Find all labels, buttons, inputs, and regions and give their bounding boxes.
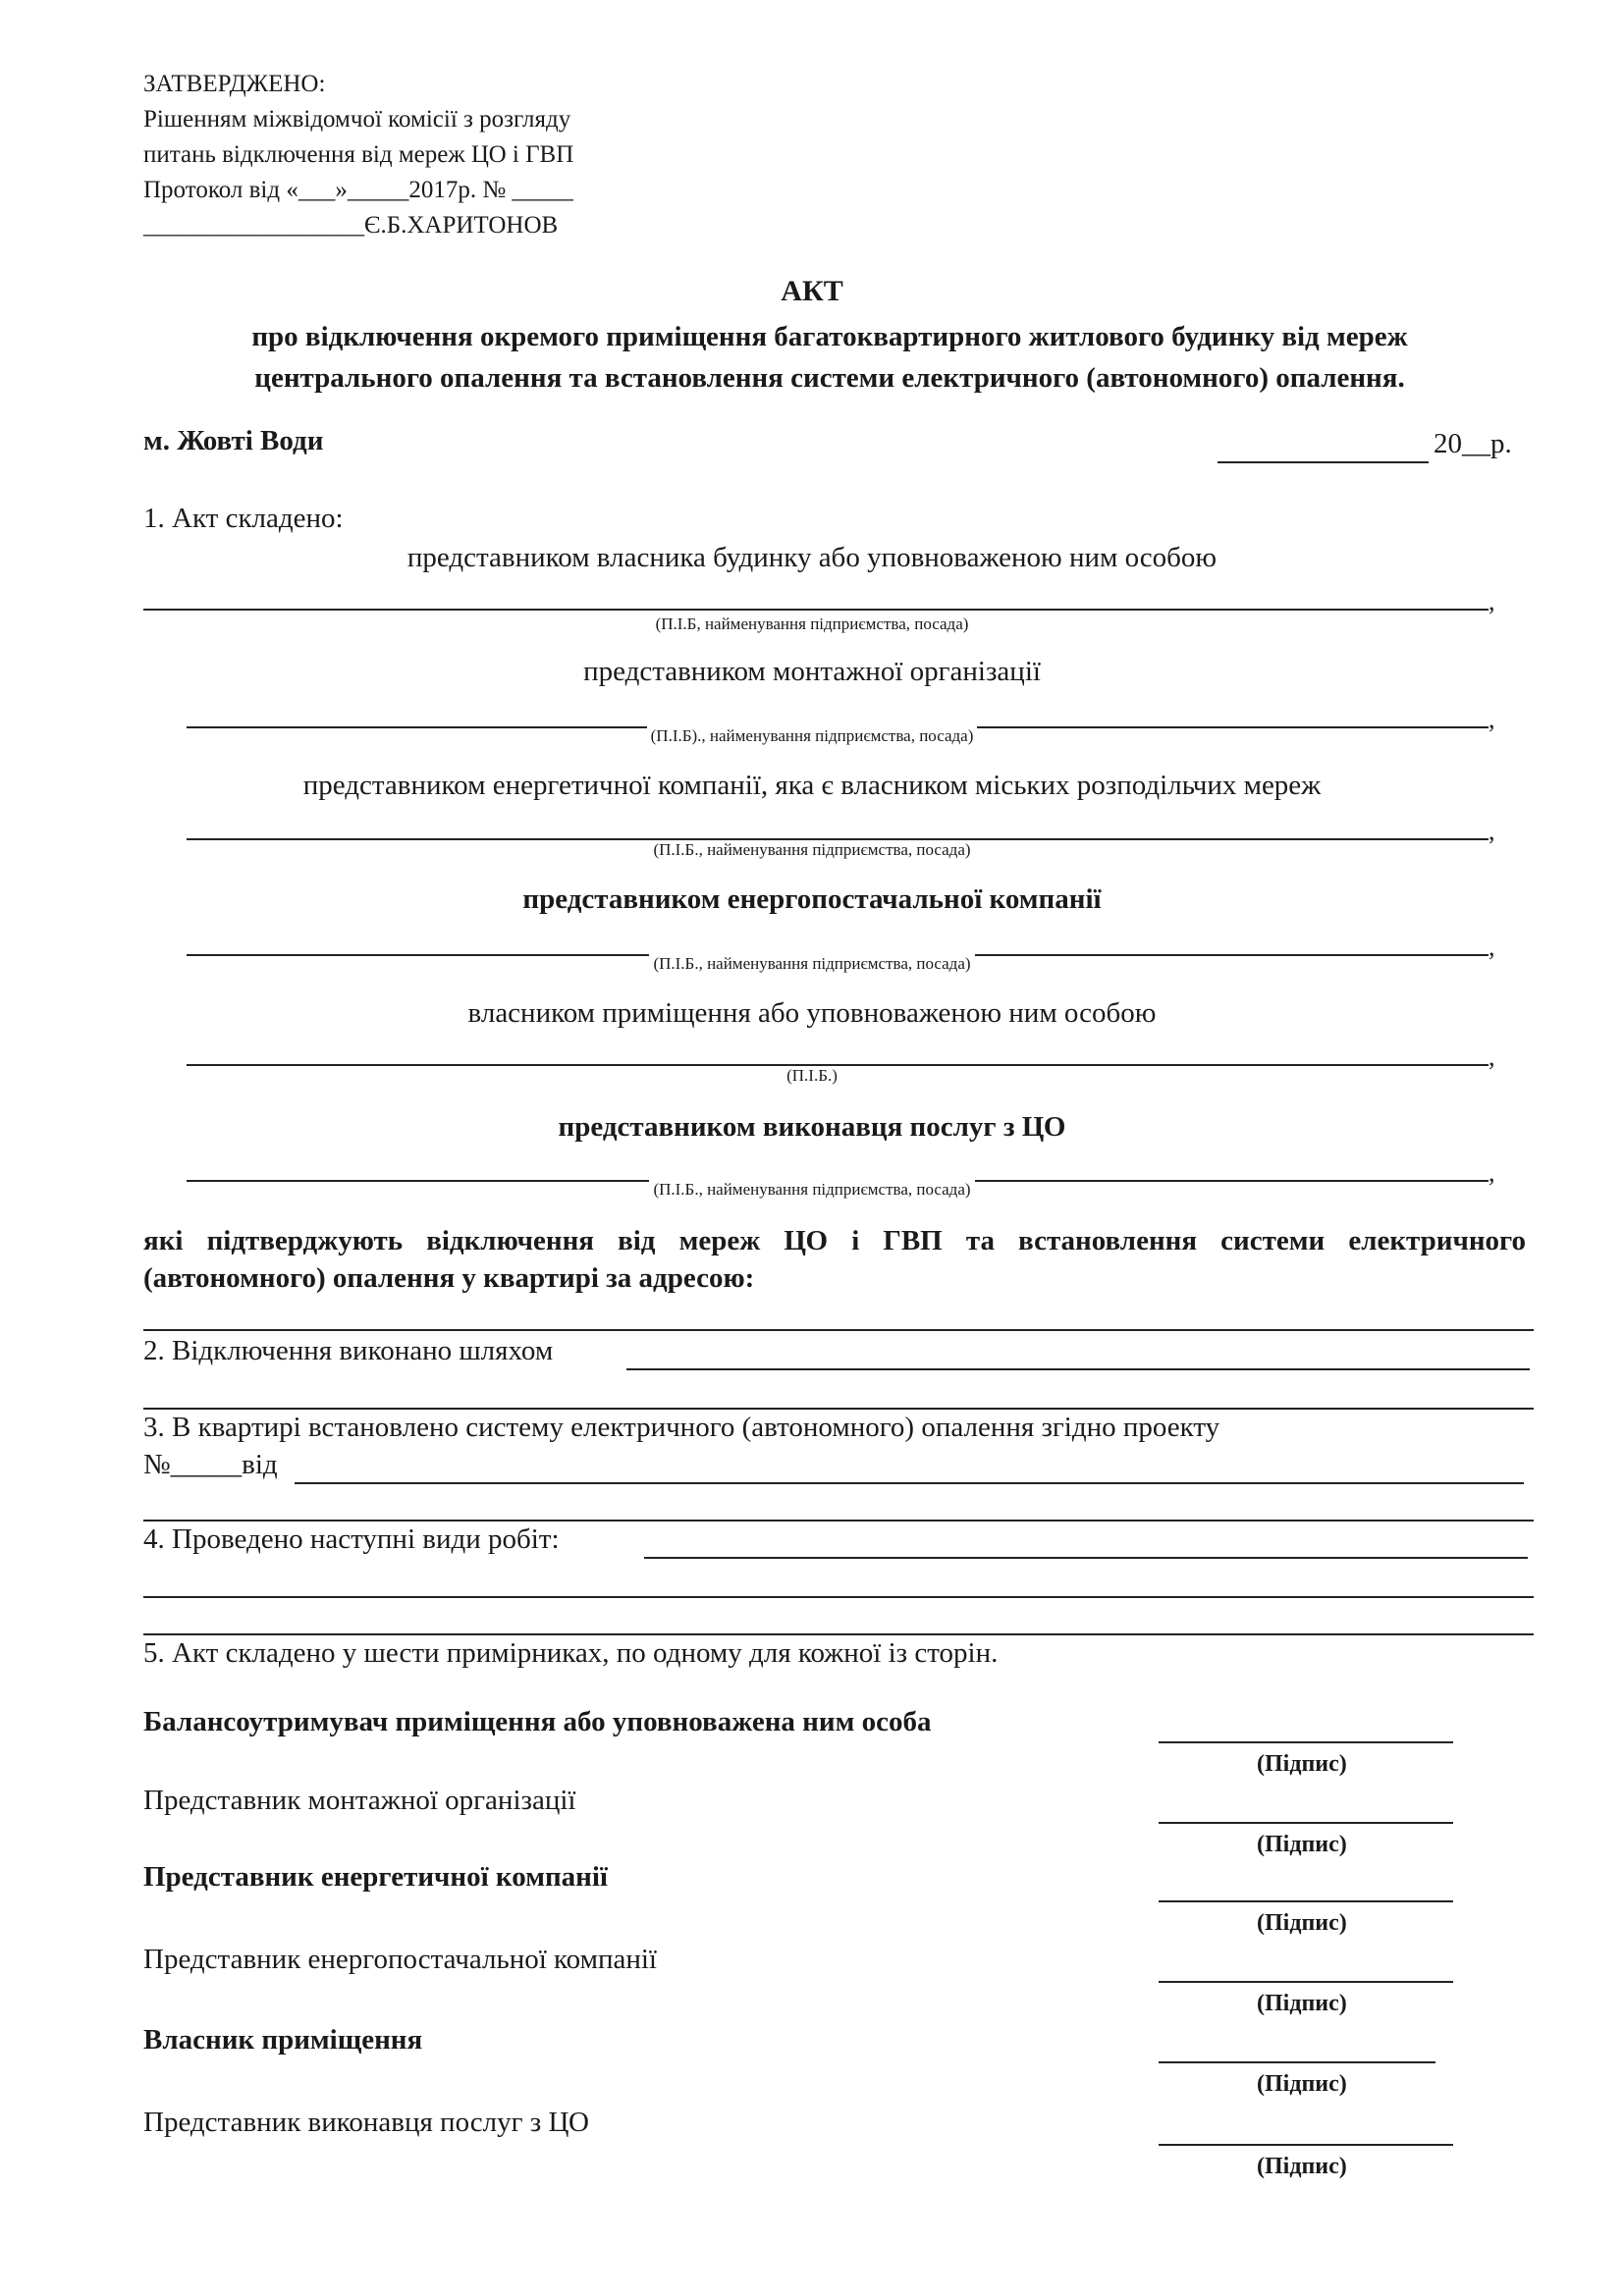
- party-hint: (П.І.Б)., найменування підприємства, посада): [0, 726, 1624, 746]
- party-field[interactable]: [143, 609, 1489, 611]
- item-4-field-extra[interactable]: [143, 1633, 1534, 1635]
- party-role: власником приміщення або уповноваженою ним особою: [467, 997, 1157, 1029]
- signature-caption: (Підпис): [1257, 2154, 1347, 2179]
- item-2-field[interactable]: [626, 1368, 1530, 1370]
- party-hint: (П.І.Б., найменування підприємства, посада): [0, 954, 1624, 974]
- signature-caption: (Підпис): [1257, 2071, 1347, 2097]
- address-field[interactable]: [143, 1329, 1534, 1331]
- item-4-field-extra[interactable]: [143, 1596, 1534, 1598]
- item-3-field[interactable]: [295, 1482, 1524, 1484]
- comma: ,: [1489, 1042, 1495, 1071]
- comma: ,: [1489, 587, 1495, 615]
- party-hint: (П.І.Б., найменування підприємства, посада): [0, 1180, 1624, 1200]
- signer-label: Балансоутримувач приміщення або уповноважена ним особа: [143, 1706, 932, 1737]
- item-3-field-extra[interactable]: [143, 1520, 1534, 1522]
- approval-protocol: Протокол від «___»_____2017р. № _____: [143, 177, 573, 203]
- party-role: представником монтажної організації: [583, 656, 1041, 687]
- comma: ,: [1489, 705, 1495, 733]
- confirmation-line: які підтверджують відключення від мереж ЦО і ГВП та встановлення системи електричного: [143, 1225, 1526, 1256]
- item-3-label: 3. В квартирі встановлено систему електричного (автономного) опалення згідно проекту: [143, 1412, 1220, 1443]
- signer-label: Представник виконавця послуг з ЦО: [143, 2107, 589, 2138]
- approval-line: питань відключення від мереж ЦО і ГВП: [143, 141, 574, 168]
- item-2-field-extra[interactable]: [143, 1408, 1534, 1410]
- approval-label: ЗАТВЕРДЖЕНО:: [143, 71, 326, 97]
- item-5-label: 5. Акт складено у шести примірниках, по одному для кожної із сторін.: [143, 1637, 999, 1669]
- signature-caption: (Підпис): [1257, 1832, 1347, 1857]
- item-4-field[interactable]: [644, 1557, 1528, 1559]
- approval-block: [143, 67, 573, 243]
- party-role: представником власника будинку або уповноваженою ним особою: [406, 542, 1218, 573]
- signature-caption: (Підпис): [1257, 1751, 1347, 1777]
- signer-label: Представник енергетичної компанії: [143, 1861, 608, 1893]
- party-role: представником енергопостачальної компанії: [522, 883, 1102, 915]
- document-subtitle: [147, 316, 1512, 399]
- signature-caption: (Підпис): [1257, 1991, 1347, 2016]
- item-3-project-number: №_____від: [143, 1449, 278, 1480]
- document-title: АКТ: [781, 275, 843, 307]
- item-4-label: 4. Проведено наступні види робіт:: [143, 1523, 560, 1555]
- party-hint: (П.І.Б., найменування підприємства, посада): [0, 840, 1624, 860]
- city: м. Жовті Води: [143, 425, 324, 456]
- party-hint: (П.І.Б, найменування підприємства, посада): [0, 614, 1624, 634]
- signature-field[interactable]: [1159, 2061, 1435, 2063]
- comma: ,: [1489, 1158, 1495, 1187]
- signature-field[interactable]: [1159, 1822, 1453, 1824]
- subtitle-line: про відключення окремого приміщення багатоквартирного житлового будинку від мереж: [251, 321, 1408, 352]
- year: 20__р.: [1434, 428, 1512, 459]
- item-2-label: 2. Відключення виконано шляхом: [143, 1335, 554, 1366]
- signer-label: Представник монтажної організації: [143, 1785, 576, 1816]
- subtitle-line: центрального опалення та встановлення системи електричного (автономного) опалення.: [254, 362, 1405, 394]
- date-field[interactable]: [1218, 461, 1429, 463]
- signature-field[interactable]: [1159, 2144, 1453, 2146]
- party-hint: (П.І.Б.): [0, 1066, 1624, 1086]
- signer-label: Власник приміщення: [143, 2024, 423, 2056]
- signature-field[interactable]: [1159, 1741, 1453, 1743]
- approval-line: Рішенням міжвідомчої комісії з розгляду: [143, 106, 571, 133]
- signer-label: Представник енергопостачальної компанії: [143, 1944, 657, 1975]
- signature-caption: (Підпис): [1257, 1910, 1347, 1936]
- comma: ,: [1489, 817, 1495, 845]
- party-role: представником виконавця послуг з ЦО: [558, 1111, 1066, 1143]
- approval-signature: __________________Є.Б.ХАРИТОНОВ: [143, 212, 559, 239]
- section-1-heading: 1. Акт складено:: [143, 503, 344, 534]
- confirmation-line: (автономного) опалення у квартирі за адресою:: [143, 1262, 755, 1294]
- party-role: представником енергетичної компанії, яка є власником міських розподільчих мереж: [302, 770, 1322, 801]
- signature-field[interactable]: [1159, 1900, 1453, 1902]
- signature-field[interactable]: [1159, 1981, 1453, 1983]
- comma: ,: [1489, 933, 1495, 961]
